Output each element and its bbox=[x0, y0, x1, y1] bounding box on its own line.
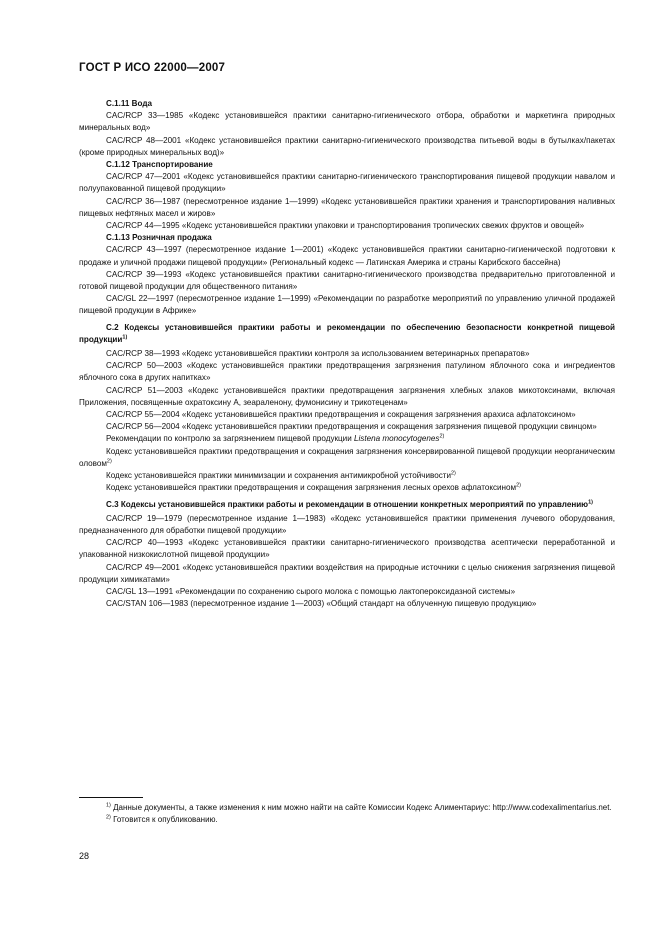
paragraph bbox=[79, 446, 615, 470]
footnote-mark: 1) bbox=[106, 802, 111, 809]
paragraph: CAC/RCP 56—2004 «Кодекс установившейся практики предотвращения и сокращения загрязнения пищевой продукции свинцом» bbox=[106, 422, 597, 432]
paragraph bbox=[79, 470, 615, 482]
footnote-mark: 2) bbox=[106, 458, 112, 465]
paragraph: CAC/RCP 19—1979 (пересмотренное издание 1—1983) «Кодекс установившейся практики применения лучевого оборудования, предназначенного для обработки пищевой продукции» bbox=[79, 513, 615, 535]
paragraph: CAC/RCP 40—1993 «Кодекс установившейся практики санитарно-гигиенического производства асептически переработанной и упакованной низкокислотной пищевой продукции» bbox=[79, 538, 615, 560]
footnote-mark: 1) bbox=[122, 334, 128, 341]
section-heading bbox=[79, 322, 615, 346]
section-heading-text: С.3 Кодексы установившейся практики работы и рекомендации в отношении конкретных мероприятий по управлению bbox=[106, 499, 589, 509]
paragraph-text: Кодекс установившейся практики предотвращения и сокращения загрязнения лесных орехов афлатоксином bbox=[106, 483, 517, 493]
footnote-text: Готовится к опубликованию. bbox=[110, 814, 218, 824]
paragraph-text: Рекомендации по контролю за загрязнением пищевой продукции bbox=[106, 434, 354, 444]
paragraph: CAC/RCP 38—1993 «Кодекс установившейся практики контроля за использованием ветеринарных препаратов» bbox=[106, 349, 530, 359]
paragraph bbox=[79, 433, 615, 445]
paragraph: CAC/RCP 55—2004 «Кодекс установившейся практики предотвращения и сокращения загрязнения арахиса афлатоксином» bbox=[106, 410, 576, 420]
footnote-mark: 1) bbox=[588, 498, 593, 505]
subsection-heading: С.1.13 Розничная продажа bbox=[106, 233, 212, 243]
page-number: 28 bbox=[79, 851, 90, 861]
paragraph: CAC/RCP 47—2001 «Кодекс установившейся практики санитарно-гигиенического транспортирования пищевой продукции навалом и полуупакованной пищевой продукции» bbox=[79, 172, 615, 194]
footnote-mark: 2) bbox=[450, 470, 456, 477]
footnote-mark: 2) bbox=[439, 433, 445, 440]
paragraph: CAC/GL 13—1991 «Рекомендации по сохранению сырого молока с помощью лактопероксидазной системы» bbox=[106, 586, 516, 596]
footnote bbox=[79, 814, 615, 826]
paragraph: CAC/RCP 50—2003 «Кодекс установившейся практики предотвращения загрязнения патулином яблочного сока и ингредиентов яблочного сока в других напитках» bbox=[79, 361, 615, 383]
paragraph: CAC/RCP 33—1985 «Кодекс установившейся практики санитарно-гигиенического отбора, обработки и маркетинга природных минеральных вод» bbox=[79, 111, 615, 133]
section-heading bbox=[79, 499, 615, 511]
paragraph: CAC/RCP 49—2001 «Кодекс установившейся практики воздействия на природные источники с целью снижения загрязнения пищевой продукции химикатами» bbox=[79, 562, 615, 584]
footnote-mark: 2) bbox=[106, 813, 111, 820]
subsection-heading: С.1.12 Транспортирование bbox=[106, 160, 213, 170]
footnote-mark: 2) bbox=[516, 482, 521, 489]
species-name: Listena monocytogenes bbox=[353, 434, 440, 444]
paragraph: CAC/RCP 43—1997 (пересмотренное издание 1—2001) «Кодекс установившейся практики санитарно-гигиенической подготовки к продаже и уличной продажи пищевой продукции» (Региональный кодекс — Латинская Америка и страны Карибского бассейна) bbox=[79, 245, 615, 267]
paragraph: CAC/RCP 44—1995 «Кодекс установившейся практики упаковки и транспортирования тропических свежих фруктов и овощей» bbox=[106, 221, 585, 231]
footnote-divider bbox=[79, 797, 143, 798]
footnotes bbox=[79, 802, 615, 825]
document-body bbox=[79, 98, 615, 610]
section-heading-text: С.2 Кодексы установившейся практики работы и рекомендации по обеспечению безопасности конкретной пищевой продукции bbox=[79, 322, 615, 344]
paragraph: CAC/STAN 106—1983 (пересмотренное издание 1—2003) «Общий стандарт на облученную пищевую продукцию» bbox=[106, 599, 537, 609]
paragraph bbox=[79, 482, 615, 494]
paragraph-text: Кодекс установившейся практики предотвращения и сокращения загрязнения консервированной пищевой продукции неорганическим оловом bbox=[79, 446, 615, 468]
subsection-heading: С.1.11 Вода bbox=[106, 99, 152, 108]
paragraph: CAC/RCP 36—1987 (пересмотренное издание 1—1999) «Кодекс установившейся практики хранения и транспортирования наливных пищевых нефтяных масел и жиров» bbox=[79, 196, 615, 218]
paragraph-text: Кодекс установившейся практики минимизации и сохранения антимикробной устойчивости bbox=[106, 471, 451, 481]
footnote-text: Данные документы, а также изменения к ним можно найти на сайте Комиссии Кодекс Алиментариус: http://www.codexalimentarius.net. bbox=[110, 803, 612, 812]
paragraph: CAC/GL 22—1997 (пересмотренное издание 1—1999) «Рекомендации по разработке мероприятий по управлению уличной продажей пищевой продукции в Африке» bbox=[79, 294, 615, 316]
page-header: ГОСТ Р ИСО 22000—2007 bbox=[79, 62, 226, 74]
paragraph: CAC/RCP 48—2001 «Кодекс установившейся практики санитарно-гигиенического производства питьевой воды в бутылках/пакетах (кроме природных минеральных вод)» bbox=[79, 135, 615, 157]
paragraph: CAC/RCP 51—2003 «Кодекс установившейся практики предотвращения загрязнения хлебных злаков микотоксинами, включая Приложения, посвященные охратоксину А, зеараленону, фумонисину и трикотеценам» bbox=[79, 385, 615, 407]
paragraph: CAC/RCP 39—1993 «Кодекс установившейся практики санитарно-гигиенического производства предварительно приготовленной и готовой пищевой продукции для общественного питания» bbox=[79, 269, 615, 292]
footnote bbox=[79, 802, 615, 814]
